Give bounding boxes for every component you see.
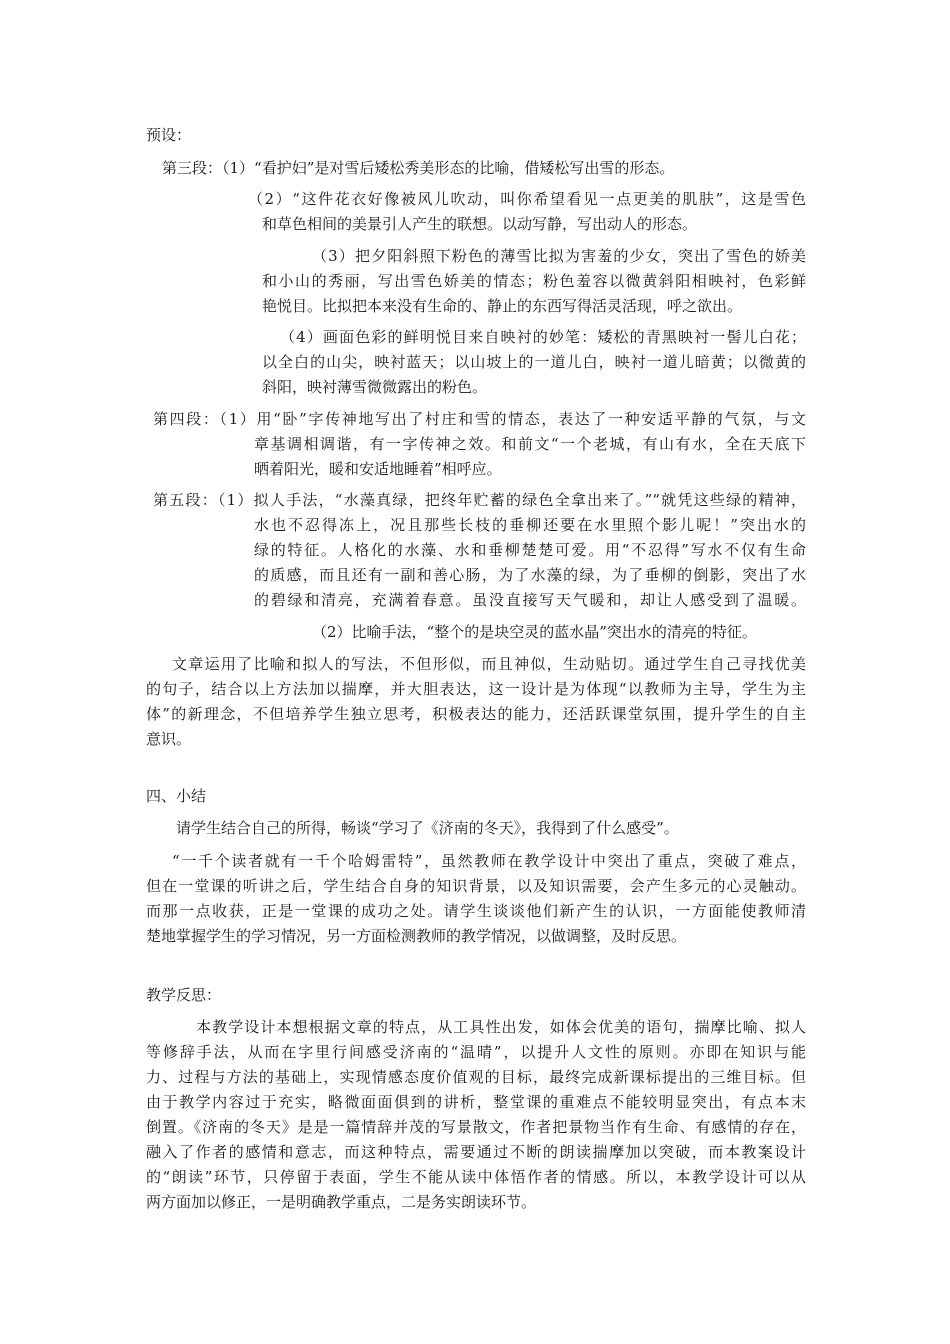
reflection-line3: 力、过程与方法的基础上，实现情感态度价值观的目标，最终完成新课标提出的三维目标。但 <box>146 1068 806 1086</box>
para3-item3-line2: 和小山的秀丽，写出雪色娇美的情态；粉色羞容以微黄斜阳相映衬，色彩鲜 <box>262 272 806 290</box>
para3-item4-line3: 斜阳，映衬薄雪微微露出的粉色。 <box>262 378 488 396</box>
para3-item3-line3: 艳悦目。比拟把本来没有生命的、静止的东西写得活灵活现，呼之欲出。 <box>262 297 743 315</box>
para3-item4-line2: 以全白的山尖，映衬蓝天；以山坡上的一道儿白，映衬一道儿暗黄；以微黄的 <box>262 353 806 371</box>
para4-line1: 第四段：（1）用“卧”字传神地写出了村庄和雪的情态，表达了一种安适平静的气氛，与文 <box>153 410 806 428</box>
para4-line3: 晒着阳光，暖和安适地睡着”相呼应。 <box>254 460 502 478</box>
reflection-line6: 融入了作者的感情和意志，而这种特点，需要通过不断的朗读揣摩加以突破，而本教案设计 <box>146 1143 806 1161</box>
section4-heading: 四、小结 <box>146 787 207 805</box>
para5-item1-line3: 绿的特征。人格化的水藻、水和垂柳楚楚可爱。用“不忍得”写水不仅有生命 <box>254 541 806 559</box>
section4-p1: 请学生结合自己的所得，畅谈“学习了《济南的冬天》，我得到了什么感受”。 <box>176 819 679 837</box>
para3-item2-line1: （2）“这件花衣好像被风儿吹动，叫你希望看见一点更美的肌肤”，这是雪色 <box>248 190 806 208</box>
preset-label: 预设： <box>146 126 192 144</box>
summary-line2: 的句子，结合以上方法加以揣摩，并大胆表达，这一设计是为体现“以教师为主导，学生为主 <box>146 680 806 698</box>
summary-line1: 文章运用了比喻和拟人的写法，不但形似，而且神似，生动贴切。通过学生自己寻找优美 <box>172 655 806 673</box>
reflection-line8: 两方面加以修正，一是明确教学重点，二是务实朗读环节。 <box>146 1193 537 1211</box>
para3-item4-line1: （4）画面色彩的鲜明悦目来自映衬的妙笔：矮松的青黑映衬一髻儿白花； <box>280 328 806 346</box>
reflection-line2: 等修辞手法，从而在字里行间感受济南的“温晴”，以提升人文性的原则。亦即在知识与能 <box>146 1043 806 1061</box>
summary-line3: 体”的新理念，不但培养学生独立思考，积极表达的能力，还活跃课堂氛围，提升学生的自主 <box>146 705 806 723</box>
reflection-line1: 本教学设计本想根据文章的特点，从工具性出发，如体会优美的语句，揣摩比喻、拟人 <box>196 1018 806 1036</box>
para5-item2: （2）比喻手法，“整个的是块空灵的蓝水晶”突出水的清亮的特征。 <box>312 623 757 641</box>
section4-p2-line1: “一千个读者就有一千个哈姆雷特”，虽然教师在教学设计中突出了重点，突破了难点， <box>172 852 806 870</box>
para3-item3-line1: （3）把夕阳斜照下粉色的薄雪比拟为害羞的少女，突出了雪色的娇美 <box>312 247 806 265</box>
para4-line2: 章基调相调谐，有一字传神之效。和前文“一个老城，有山有水，全在天底下 <box>254 435 806 453</box>
reflection-line5: 倒置。《济南的冬天》是是一篇情辞并茂的写景散文，作者把景物当作有生命、有感情的存在， <box>146 1118 806 1136</box>
para5-item1-line1: 第五段：（1）拟人手法，“水藻真绿，把终年贮蓄的绿色全拿出来了。”“就凭这些绿的精神， <box>153 491 806 509</box>
para5-item1-line2: 水也不忍得冻上，况且那些长枝的垂柳还要在水里照个影儿呢！”突出水的 <box>254 516 806 534</box>
para3-lead: 第三段：（1）“看护妇”是对雪后矮松秀美形态的比喻，借矮松写出雪的形态。 <box>162 159 675 177</box>
section4-p2-line2: 但在一堂课的听讲之后，学生结合自身的知识背景，以及知识需要，会产生多元的心灵触动。 <box>146 877 806 895</box>
section4-p2-line3: 而那一点收获，正是一堂课的成功之处。请学生谈谈他们新产生的认识，一方面能使教师清 <box>146 902 806 920</box>
summary-line4: 意识。 <box>146 730 192 748</box>
section4-p2-line4: 楚地掌握学生的学习情况，另一方面检测教师的教学情况，以做调整，及时反思。 <box>146 927 687 945</box>
reflection-line4: 由于教学内容过于充实，略微面面俱到的讲析，整堂课的重难点不能较明显突出，有点本末 <box>146 1093 806 1111</box>
para3-item2-line2: 和草色相间的美景引人产生的联想。以动写静，写出动人的形态。 <box>262 215 698 233</box>
reflection-heading: 教学反思： <box>146 986 222 1004</box>
para5-item1-line5: 的碧绿和清亮，充满着春意。虽没直接写天气暖和，却让人感受到了温暖。 <box>254 591 806 609</box>
para5-item1-line4: 的质感，而且还有一副和善心肠，为了水藻的绿，为了垂柳的倒影，突出了水 <box>254 566 806 584</box>
reflection-line7: 的“朗读”环节，只停留于表面，学生不能从读中体悟作者的情感。所以，本教学设计可以从 <box>146 1168 806 1186</box>
